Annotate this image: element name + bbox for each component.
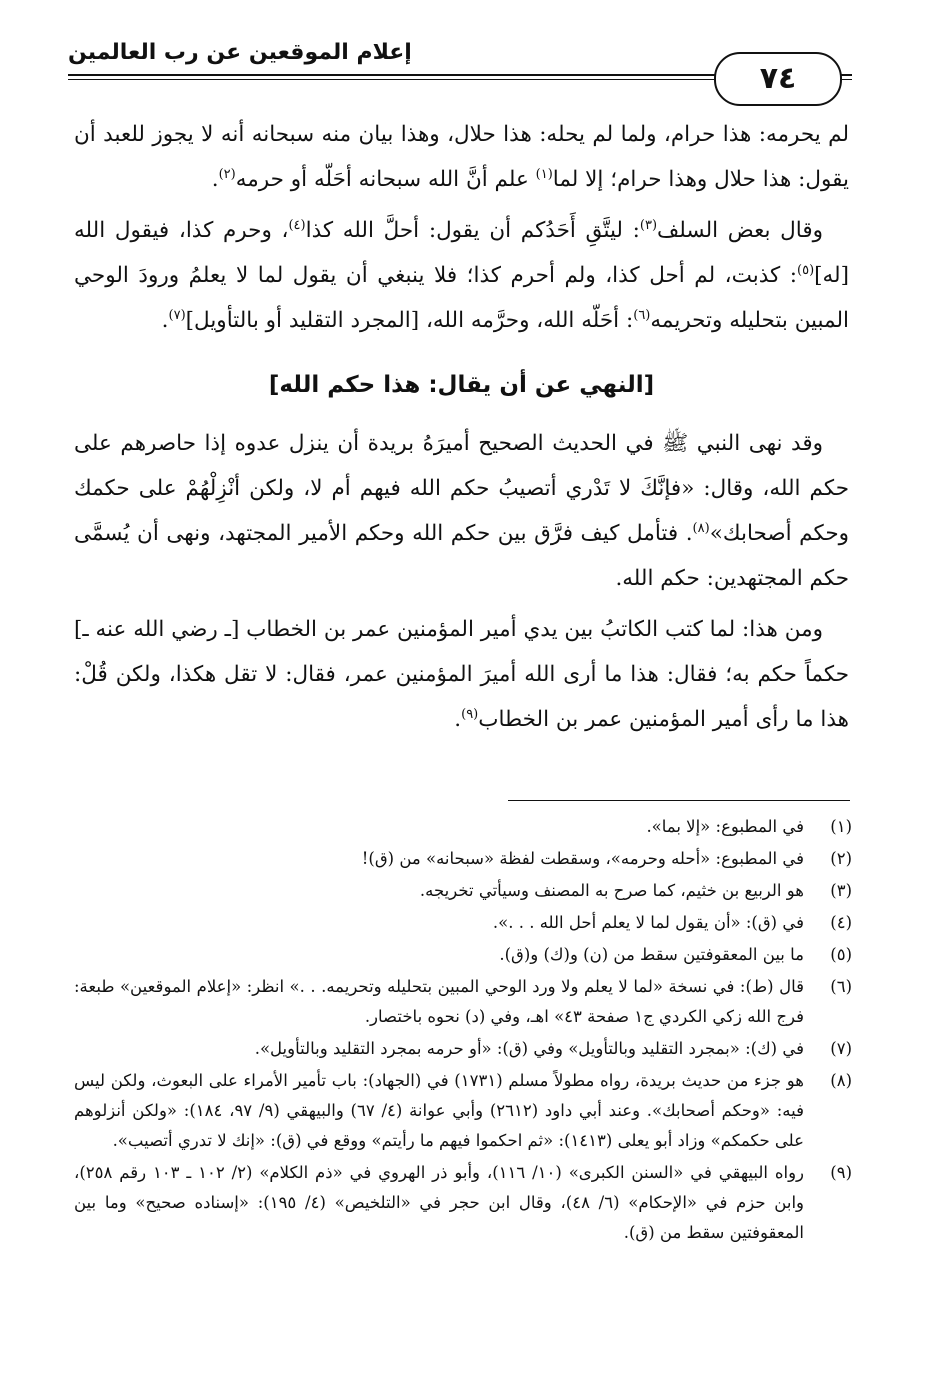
footnote-ref: (٢)	[218, 166, 236, 182]
footnote-text: في (ك): «بمجرد التقليد وبالتأويل» وفي (ق): «أو حرمه بمجرد التقليد وبالتأويل».	[254, 1039, 804, 1058]
text-run: : أحَلّه الله، وحرَّمه الله، [المجرد التقليد أو بالتأويل]	[185, 308, 634, 333]
footnote-item	[74, 876, 852, 906]
main-text	[74, 112, 849, 748]
footnote-text: قال (ط): في نسخة «لما لا يعلم ولا ورد الوحي المبين بتحليله وتحريمه. . .» انظر: «إعلام الموقعين» طبعة: فرج الله زكي الكردي ج١ صفحة ٤٣» اهـ، وفي (د) نحوه باختصار.	[74, 977, 804, 1026]
footnote-number: (٩)	[830, 1163, 852, 1182]
footnote-item	[74, 1158, 852, 1248]
footnote-ref: (٣)	[639, 217, 658, 233]
running-title: إعلام الموقعين عن رب العالمين	[68, 40, 412, 65]
text-run: . فتأمل كيف فرَّق بين حكم الله وحكم الأمير المجتهد، ونهى أن يُسمَّى حكم المجتهدين: حكم الله.	[74, 521, 849, 591]
paragraph-3	[74, 421, 849, 601]
footnote-item	[74, 940, 852, 970]
footnote-ref: (٨)	[692, 520, 710, 536]
footnote-ref: (٤)	[288, 217, 306, 233]
footnote-number: (١)	[830, 817, 852, 836]
footnote-ref: (٦)	[633, 307, 651, 323]
footnote-item	[74, 1034, 852, 1064]
footnote-number: (٣)	[830, 881, 852, 900]
text-run: : كذبت، لم أحل كذا، ولم أحرم كذا؛ فلا ينبغي أن يقول لما لا يعلمُ ورودَ الوحي المبين بتحليله وتحريمه	[74, 263, 849, 333]
footnote-item	[74, 908, 852, 938]
text-run: .	[454, 707, 462, 732]
footnote-ref: (١)	[535, 166, 553, 182]
footnote-text: في (ق): «أن يقول لما لا يعلم أحل الله . . .».	[492, 913, 804, 932]
text-run: ، وحرم كذا، فيقول الله [له]	[74, 218, 849, 288]
paragraph-1	[74, 112, 849, 202]
text-run: وقال بعض السلف	[657, 218, 823, 243]
footnote-item	[74, 844, 852, 874]
footnote-ref: (٧)	[168, 307, 186, 323]
text-run: علم أنَّ الله سبحانه أحَلّه أو حرمه	[235, 167, 536, 192]
footnote-text: هو جزء من حديث بريدة، رواه مطولاً مسلم (١٧٣١) في (الجهاد): باب تأمير الأمراء على البعوث، ولكن ليس فيه: «وحكم أصحابك». وعند أبي داود (٢٦١٢) وأبي عوانة (٤/ ٦٧) والبيهقي (٩/ ٩٧، ١٨٤): «ولكن أنزلوهم على حكمكم» وزاد أبو يعلى (١٤١٣): «ثم احكموا فيهم ما رأيتم» ووقع في (ق): «إنك لا تدري أتصيب».	[74, 1071, 805, 1150]
footnote-text: ما بين المعقوفتين سقط من (ن) و(ك) و(ق).	[499, 945, 804, 964]
footnote-text: رواه البيهقي في «السنن الكبرى» (١٠/ ١١٦)، وأبو ذر الهروي في «ذم الكلام» (٢/ ١٠٢ ـ ١٠٣ رقم ٢٥٨)، وابن حزم في «الإحكام» (٦/ ٤٨)، وقال ابن حجر في «التلخيص» (٤/ ١٩٥): «إسناده صحيح» وما بين المعقوفتين سقط من (ق).	[74, 1163, 805, 1242]
text-run: وقد نهى النبي ﷺ في الحديث الصحيح أميرَهُ بريدة أن ينزل عدوه إذا حاصرهم على حكم الله، وقال: «فإنَّكَ لا تَدْري أتصيبُ حكم الله فيهم أم لا، ولكن أنْزِلْهُمْ على حكمك وحكم أصحابك»	[74, 431, 849, 546]
footnote-item	[74, 1066, 852, 1156]
text-run: .	[211, 167, 219, 192]
footnote-number: (٧)	[830, 1039, 852, 1058]
footnote-number: (٦)	[830, 977, 852, 996]
text-run: : ليتَّقِ أَحَدُكم أن يقول: أحلَّ الله كذا	[305, 218, 640, 243]
footnote-number: (٨)	[830, 1071, 852, 1090]
footnote-ref: (٩)	[461, 706, 479, 722]
footnote-item	[74, 972, 852, 1032]
text-run: لم يحرمه: هذا حرام، ولما لم يحله: هذا حلال، وهذا بيان منه سبحانه أنه لا يجوز للعبد أن يقول: هذا حلال وهذا حرام؛ إلا لما	[74, 122, 850, 192]
text-run: ومن هذا: لما كتب الكاتبُ بين يدي أمير المؤمنين عمر بن الخطاب [ـ رضي الله عنه ـ] حكماً حكم به؛ فقال: هذا ما أرى الله أميرَ المؤمنين عمر، فقال: لا تقل هكذا، ولكن قُلْ: هذا ما رأى أمير المؤمنين عمر بن الخطاب	[74, 617, 849, 732]
footnote-number: (٤)	[830, 913, 852, 932]
footnote-number: (٥)	[830, 945, 852, 964]
page-header	[68, 38, 852, 108]
paragraph-4	[74, 607, 849, 742]
footnote-text: هو الربيع بن خثيم، كما صرح به المصنف وسيأتي تخريجه.	[419, 881, 804, 900]
text-run: .	[161, 308, 169, 333]
footnote-text: في المطبوع: «إلا بما».	[646, 817, 804, 836]
footnote-separator	[508, 800, 850, 801]
footnote-number: (٢)	[830, 849, 852, 868]
page-number: ٧٤	[759, 61, 797, 96]
footnote-ref: (٥)	[797, 262, 815, 278]
footnote-item	[74, 812, 852, 842]
paragraph-2	[74, 208, 849, 343]
footnote-text: في المطبوع: «أحله وحرمه»، وسقطت لفظة «سبحانه» من (ق)!	[361, 849, 804, 868]
footnotes	[74, 812, 852, 1250]
section-heading: [النهي عن أن يقال: هذا حكم الله]	[268, 372, 655, 398]
